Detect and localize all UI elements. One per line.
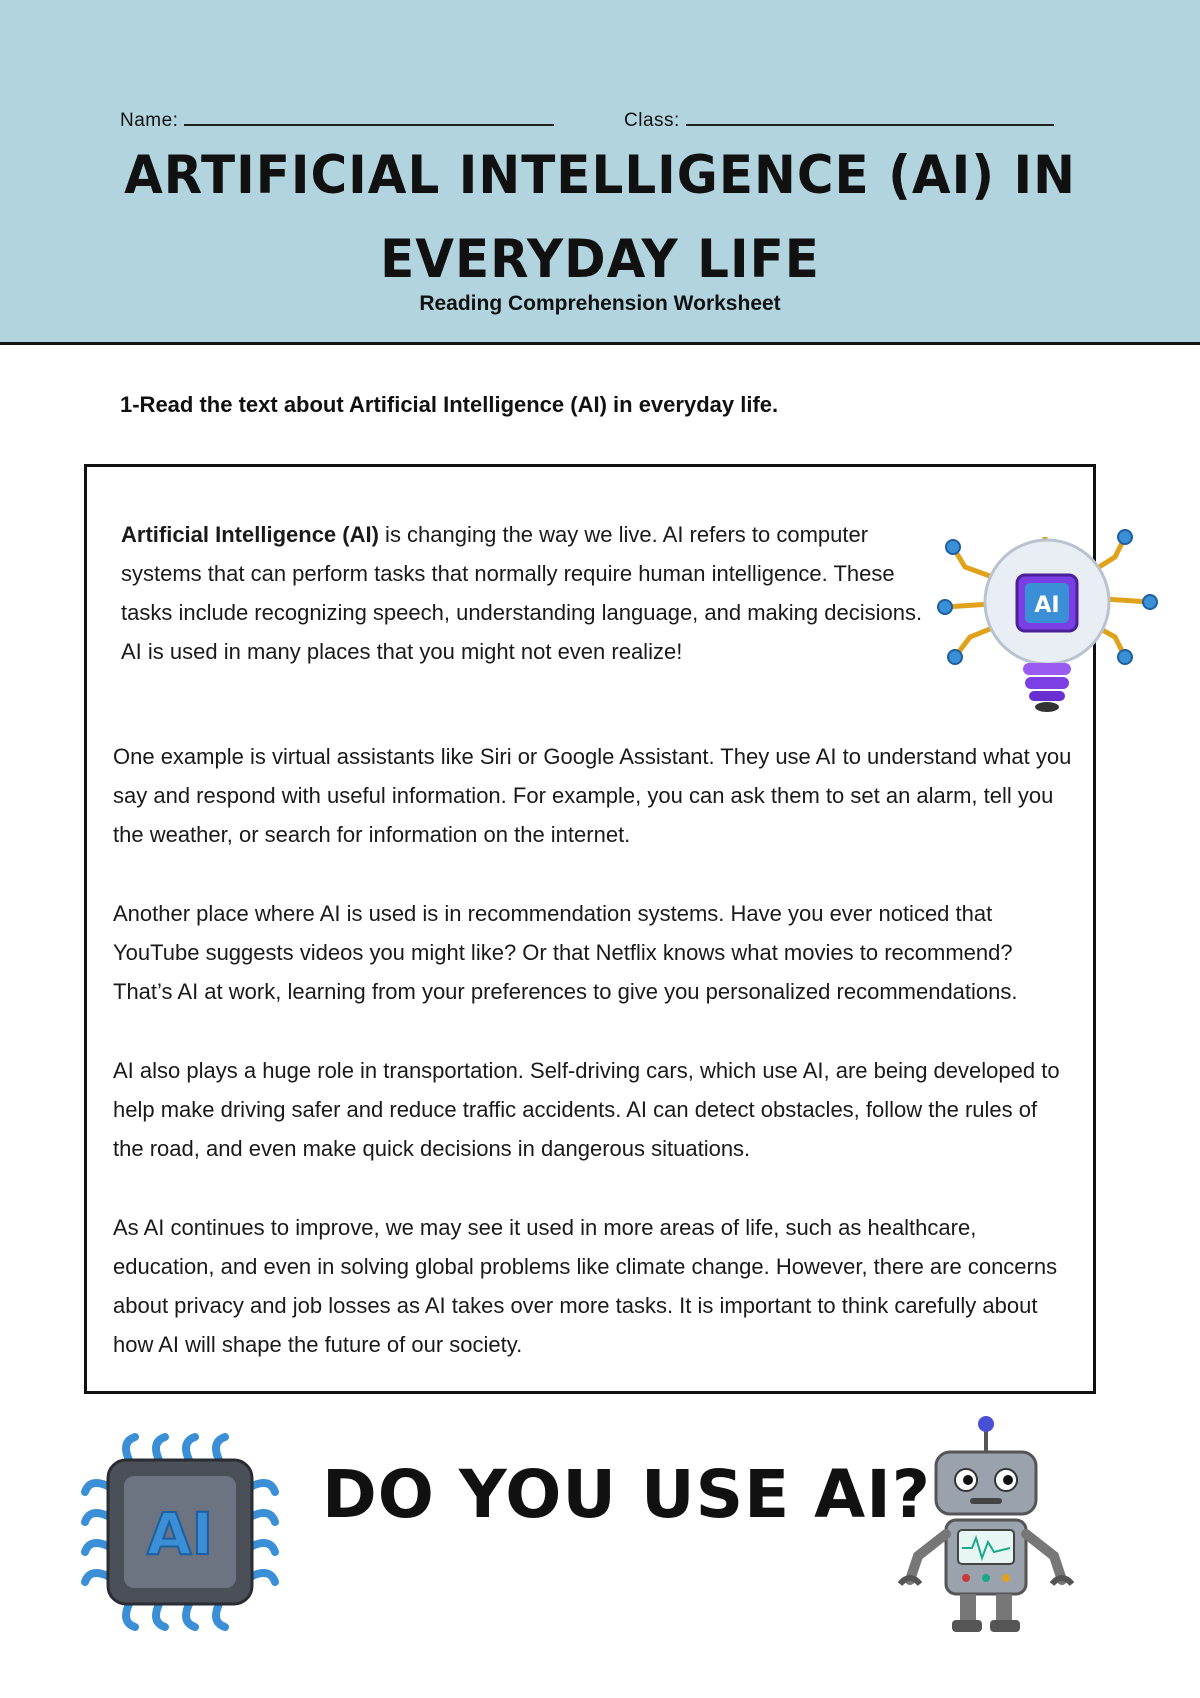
class-field[interactable]	[624, 106, 1054, 132]
chip-label: AI	[146, 1500, 214, 1568]
robot-icon	[888, 1416, 1088, 1636]
title-line-1: ARTIFICIAL INTELLIGENCE (AI) IN	[124, 144, 1076, 206]
instruction: 1-Read the text about Artificial Intelligence (AI) in everyday life.	[120, 392, 779, 417]
ai-lightbulb-icon	[925, 507, 1165, 717]
question-heading: DO YOU USE AI?	[322, 1456, 932, 1533]
reading-passage-box	[84, 464, 1096, 1394]
name-label: Name:	[120, 110, 179, 131]
class-line	[686, 106, 1054, 126]
paragraph-5: As AI continues to improve, we may see it used in more areas of life, such as healthcare, education, and even in solving global problems like climate change. However, there are concerns about privacy and job losses as AI takes over more tasks. It is important to think carefully about how AI will shape the future of our society.	[113, 1215, 1058, 1357]
worksheet-header	[0, 0, 1200, 345]
bulb-chip-label: AI	[1034, 593, 1060, 618]
paragraph-2: One example is virtual assistants like Siri or Google Assistant. They use AI to understand what you say and respond with useful information. For example, you can ask them to set an alarm, tell you the weather, or search for information on the internet.	[113, 744, 1072, 847]
subtitle: Reading Comprehension Worksheet	[419, 292, 781, 315]
page-title	[0, 133, 1200, 301]
paragraph-4: AI also plays a huge role in transportation. Self-driving cars, which use AI, are being developed to help make driving safer and reduce traffic accidents. AI can detect obstacles, follow the rules of the road, and even make quick decisions in dangerous situations.	[113, 1058, 1060, 1161]
name-field[interactable]	[120, 106, 554, 132]
paragraph-1-bold: Artificial Intelligence (AI)	[121, 522, 379, 547]
class-label: Class:	[624, 110, 680, 131]
paragraph-3: Another place where AI is used is in recommendation systems. Have you ever noticed that YouTube suggests videos you might like? Or that Netflix knows what movies to recommend? That’s AI at work, learning from your preferences to give you personalized recommendations.	[113, 901, 1018, 1004]
paragraph-1-text: is changing the way we live. AI refers to computer systems that can perform tasks that normally require human intelligence. These tasks include recognizing speech, understanding language, and making decisions. AI is used in many places that you might not even realize!	[121, 522, 923, 664]
name-line	[184, 106, 554, 126]
ai-chip-icon	[80, 1432, 280, 1632]
title-line-2: EVERYDAY LIFE	[380, 228, 820, 290]
paragraph-1	[121, 515, 931, 671]
